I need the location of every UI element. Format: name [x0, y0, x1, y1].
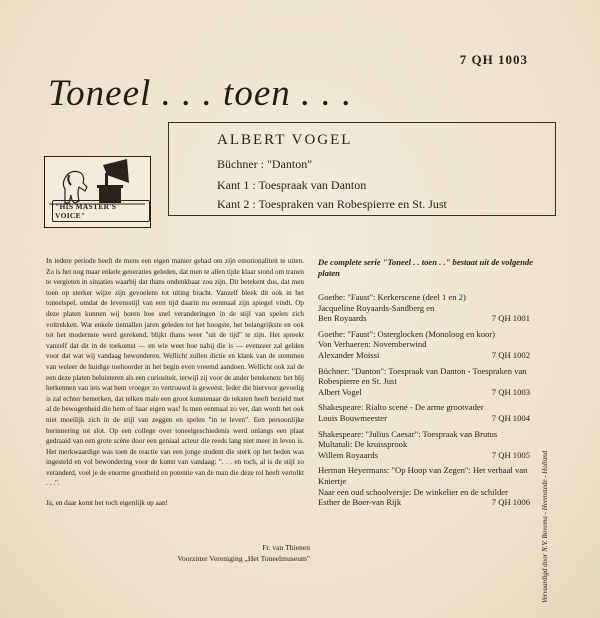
record-line: Multatuli: De kruissprook — [318, 439, 408, 450]
printer-credit: Vervaardigd door N.V. Bovema - Heemstede - Holland — [541, 450, 549, 603]
record-line: Herman Heyermans: "Op Hoop van Zegen": Het verhaal van Kniertje — [318, 465, 528, 486]
record-performer: Ben Royaards — [318, 313, 367, 324]
list-item — [318, 292, 530, 324]
record-number: 7 QH 1004 — [491, 412, 530, 423]
record-performer: Esther de Boer-van Rijk — [318, 497, 402, 508]
liner-notes — [46, 256, 304, 509]
record-line: Shakespeare: "Julius Caesar": Toespraak van Brutus — [318, 428, 498, 439]
list-item — [318, 366, 530, 398]
side-2-label: Kant 2 : Toespraken van Robespierre en St. Just — [217, 197, 447, 211]
record-line: Naar een oud schoolversje: De winkelier en de schilder — [318, 486, 508, 497]
record-info-box — [168, 122, 556, 216]
liner-notes-closing: Ja, en daar komt het toch eigenlijk op aan! — [46, 499, 168, 508]
list-item — [318, 429, 530, 461]
record-line: Goethe: "Faust": Kerkerscene (deel 1 en 2) — [318, 292, 466, 302]
record-performer: Alexander Moissi — [318, 349, 380, 360]
catalog-number: 7 QH 1003 — [459, 52, 528, 67]
record-number: 7 QH 1003 — [491, 386, 530, 397]
list-item — [318, 329, 530, 361]
artist-name: ALBERT VOGEL — [217, 132, 353, 148]
side-1-label: Kant 1 : Toespraak van Danton — [217, 178, 367, 192]
record-list — [318, 292, 530, 513]
signature-role: Voorzitter Vereniging „Het Toneelmuseum" — [177, 554, 310, 563]
record-number: 7 QH 1002 — [491, 349, 530, 360]
record-performer: Willem Royaards — [318, 449, 379, 460]
work-title: Büchner : "Danton" — [217, 157, 313, 171]
record-line: Von Verhaeren: Novemberwind — [318, 339, 427, 350]
series-heading: De complete serie "Toneel . . toen . ." bestaat uit de volgende platen — [318, 257, 533, 278]
record-performer: Albert Vogel — [318, 386, 362, 397]
his-masters-voice-logo — [44, 156, 151, 228]
record-performer: Louis Bouwmeester — [318, 412, 387, 423]
record-number: 7 QH 1006 — [491, 497, 530, 508]
record-line: Shakespeare: Rialto scene - De arme grootvader — [318, 402, 484, 413]
liner-notes-paragraph: In iedere periode heeft de mens een eigen manier gehad om zijn emotionaliteit te uiten. Zo is het nog maar enkele generaties geleden, dat men te allen tijde klaar stond om tranen te vergieten in situaties waarbij dat thans ondenkbaar zou zijn. Dit betekent dus, dat men toen op sterker wijze zijn gevoelens tot uiting bracht. Vanzelf bleek dit ook in het toneelspel, omdat de levensstijl van een tijd daarin nu eenmaal zijn spiegel vindt. Op deze platen kunnen wij horen hoe snel veranderingen in de stijl van spelen zich voltrekken. Wat enkele tientallen jaren geleden tot het hoogste, het belangrijkste en ook tot het modernste werd gerekend, blijkt thans weer "uit de tijd" te zijn. Het spreekt vanzelf dat dit in de toekomst — en wie weet hoe nabij die is — evenzeer zal gelden voor dat wat wij vandaag bewonderen. Wellicht zullen dictie en klank van de stemmen van weleer de huidige toehoorder in het begin even vreemd aandoen. Wellicht ook zal de een deze platen beluisteren als een curiositeit, terwijl zij voor de ander betekenen: het blij herkennen van iets wat hem vroeger zo vertrouwd is geweest. Ieder die hiervoor gevoelig is zal echter bemerken, dat telken male een groot kunstenaar de teksten heeft bezield met al de bewogenheid die hem of haar eigen was! Is men eenmaal zo ver, dan wordt het ook niet moeilijk zich in de stijl van zeggen en spelen "in te leven". Een persoonlijke herinnering tot slot. Op een college over toneelgeschiedenis werd onlangs een plaat gedraaid van een grote scène door een geniaal acteur die reeds lang niet meer in leven is. Het merkwaardige was toen de reactie van een jonge student die sterk op het heden was ingesteld en vol bewondering voor de kunst van vandaag: ". . . en toch, al is de stijl zo veranderd, voel je de enorme grootheid en potentie van de man die deze rol heeft vertolkt . . .". — [46, 257, 304, 488]
record-number: 7 QH 1001 — [491, 313, 530, 324]
record-number: 7 QH 1005 — [491, 449, 530, 460]
signature-name: Fr. van Thienen — [262, 543, 310, 552]
record-line: Goethe: "Faust": Osterglocken (Monoloog en koor) — [318, 328, 496, 339]
record-line: Jacqueline Royaards-Sandberg en — [318, 302, 435, 313]
logo-text: "HIS MASTER'S VOICE" — [52, 200, 150, 222]
list-item — [318, 402, 530, 423]
page-title: Toneel . . . toen . . . — [48, 73, 353, 114]
list-item — [318, 465, 530, 507]
signature-block — [150, 542, 310, 564]
record-line: Büchner: "Danton": Toespraak van Danton - Toespraken van Robespierre en St. Just — [318, 365, 527, 387]
